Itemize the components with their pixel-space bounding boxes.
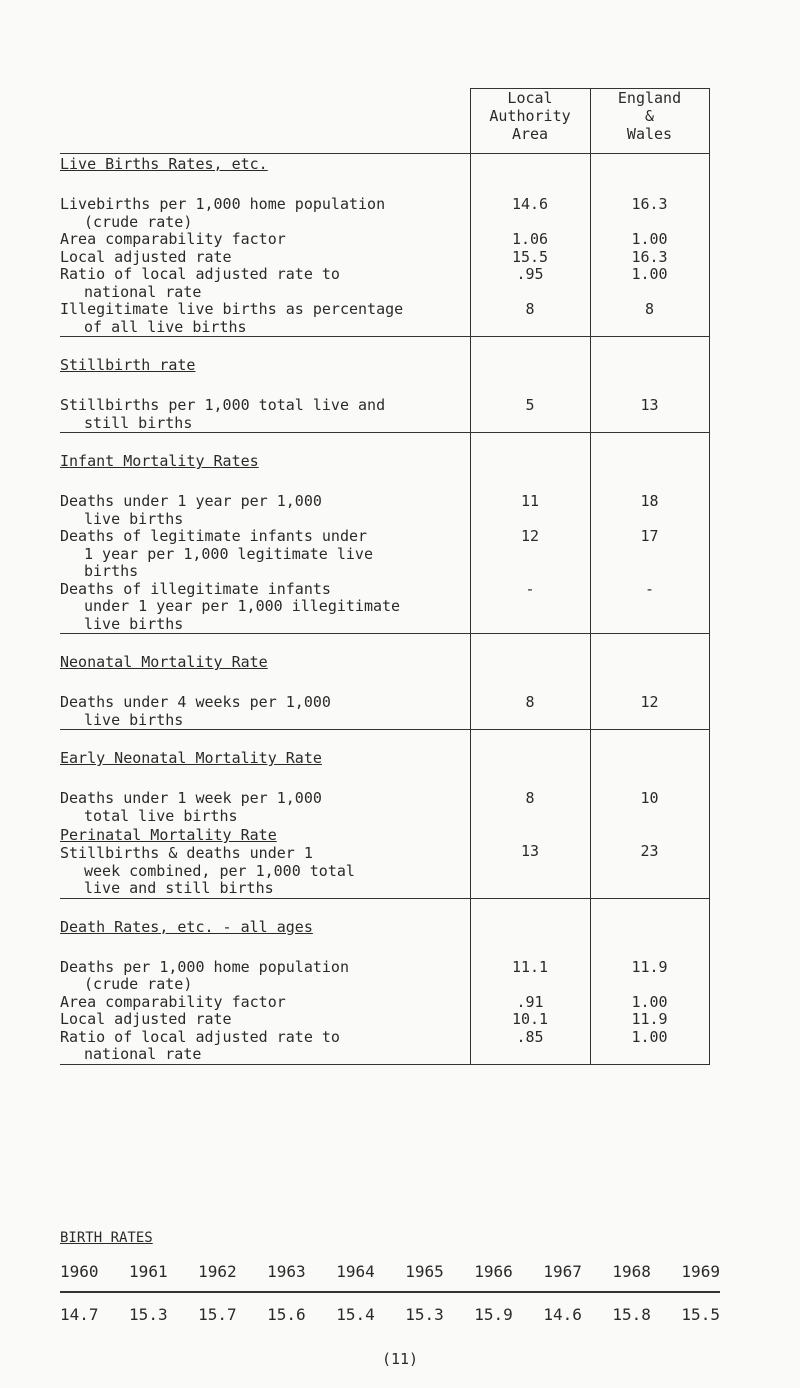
section-subtitle: Perinatal Mortality Rate (60, 826, 277, 844)
row-label: week combined, per 1,000 total (84, 861, 355, 880)
section-title: Neonatal Mortality Rate (60, 653, 268, 671)
birth-year: 1967 (543, 1262, 582, 1281)
row-label: 1 year per 1,000 legitimate live (84, 544, 373, 563)
england-value: 11.9 (631, 957, 668, 976)
section-row (60, 154, 709, 337)
page-number: (11) (381, 1350, 419, 1368)
header-line: Area (511, 125, 549, 143)
section-title: Early Neonatal Mortality Rate (60, 749, 322, 767)
england-value: 16.3 (631, 247, 668, 266)
birth-year: 1963 (267, 1262, 306, 1281)
section-row (60, 337, 709, 433)
birth-rate-value: 15.3 (405, 1305, 444, 1324)
header-line: & (644, 107, 655, 125)
birth-rate-value: 15.7 (198, 1305, 237, 1324)
row-label: total live births (84, 806, 238, 825)
row-label: Deaths of illegitimate infants (60, 579, 331, 598)
row-label: Stillbirths & deaths under 1 (60, 844, 313, 862)
row-label: live births (84, 710, 184, 729)
england-value: 16.3 (631, 195, 668, 213)
birth-year: 1961 (129, 1262, 168, 1281)
birth-rate-value: 14.6 (543, 1305, 582, 1324)
local-value: .85 (516, 1027, 544, 1046)
row-label: Ratio of local adjusted rate to (60, 1027, 340, 1046)
england-cell (590, 634, 709, 730)
england-value: 8 (644, 300, 655, 318)
england-value: 10 (640, 789, 659, 807)
section-title: Infant Mortality Rates (60, 452, 259, 470)
row-label: still births (84, 413, 193, 432)
row-label: Ratio of local adjusted rate to (60, 265, 340, 283)
row-label: Livebirths per 1,000 home population (60, 195, 386, 213)
local-value: 1.06 (511, 230, 549, 248)
england-value: 1.00 (631, 230, 668, 248)
england-value: 1.00 (631, 265, 668, 283)
section-label-cell (60, 634, 470, 730)
row-label: births (84, 562, 139, 580)
birth-year: 1964 (336, 1262, 375, 1281)
section-title: Death Rates, etc. - all ages (60, 917, 313, 936)
row-label: (crude rate) (84, 212, 193, 231)
row-label: Deaths of legitimate infants under (60, 527, 368, 545)
birth-rates-values (60, 1305, 720, 1324)
england-value: 23 (640, 841, 659, 860)
section-row (60, 634, 709, 730)
section-label-cell (60, 898, 470, 1064)
section-label-cell (60, 433, 470, 634)
row-label: Area comparability factor (60, 230, 286, 248)
row-label: live and still births (84, 879, 274, 897)
local-value: 8 (525, 300, 535, 318)
local-value: 12 (520, 527, 540, 545)
row-label: Illegitimate live births as percentage (60, 300, 404, 318)
local-value: 8 (525, 789, 535, 807)
local-value: 10.1 (511, 1010, 549, 1028)
header-line: England (617, 89, 682, 107)
england-cell (590, 730, 709, 899)
local-value: 14.6 (511, 195, 549, 213)
local-cell (470, 154, 590, 337)
section-label-cell (60, 337, 470, 433)
row-label: Area comparability factor (60, 992, 286, 1011)
row-label: national rate (84, 282, 202, 301)
birth-rates-years (60, 1262, 720, 1293)
birth-rate-value: 15.4 (336, 1305, 375, 1324)
local-value: 15.5 (511, 247, 549, 266)
england-cell (590, 898, 709, 1064)
section-title: Stillbirth rate (60, 356, 196, 374)
section-row (60, 898, 709, 1064)
local-value: - (525, 579, 535, 598)
row-label: Local adjusted rate (60, 247, 232, 266)
england-value: 12 (640, 693, 659, 711)
birth-rate-value: 15.9 (474, 1305, 513, 1324)
birth-year: 1960 (60, 1262, 99, 1281)
birth-rate-value: 14.7 (60, 1305, 99, 1324)
local-value: 11.1 (511, 957, 549, 976)
local-value: 13 (520, 841, 540, 860)
local-cell (470, 730, 590, 899)
birth-year: 1969 (681, 1262, 720, 1281)
row-label: Deaths per 1,000 home population (60, 957, 349, 976)
row-label: (crude rate) (84, 975, 193, 993)
birth-year: 1966 (474, 1262, 513, 1281)
local-value: .91 (516, 992, 544, 1011)
england-value: 13 (640, 396, 659, 414)
local-cell (470, 634, 590, 730)
section-label-cell (60, 154, 470, 337)
local-cell (470, 337, 590, 433)
england-value: 17 (640, 527, 659, 545)
birth-rate-value: 15.3 (129, 1305, 168, 1324)
birth-rate-value: 15.6 (267, 1305, 306, 1324)
section-row (60, 433, 709, 634)
england-cell (590, 433, 709, 634)
local-value: 11 (520, 492, 540, 510)
section-label-cell (60, 730, 470, 899)
birth-rates-block (60, 1230, 720, 1324)
row-label: Deaths under 4 weeks per 1,000 (60, 693, 331, 711)
section-row (60, 730, 709, 899)
local-value: 8 (525, 693, 535, 711)
birth-rate-value: 15.5 (681, 1305, 720, 1324)
statistics-table (60, 88, 710, 1065)
header-line: Authority (489, 107, 571, 125)
header-row (60, 89, 709, 154)
header-line: Wales (626, 125, 673, 143)
section-title: Live Births Rates, etc. (60, 155, 268, 173)
england-cell (590, 154, 709, 337)
row-label: Deaths under 1 year per 1,000 (60, 492, 322, 510)
local-cell (470, 898, 590, 1064)
birth-year: 1962 (198, 1262, 237, 1281)
row-label: of all live births (84, 317, 247, 336)
local-cell (470, 433, 590, 634)
england-value: 18 (640, 492, 659, 510)
england-value: 1.00 (631, 1027, 668, 1046)
birth-rate-value: 15.8 (612, 1305, 651, 1324)
header-england-wales (590, 89, 709, 154)
england-value: 1.00 (631, 992, 668, 1011)
birth-rates-title: BIRTH RATES (60, 1230, 153, 1246)
row-label: Stillbirths per 1,000 total live and (60, 396, 386, 414)
row-label: Deaths under 1 week per 1,000 (60, 789, 322, 807)
row-label: Local adjusted rate (60, 1010, 232, 1028)
birth-year: 1968 (612, 1262, 651, 1281)
england-value: - (644, 579, 655, 598)
row-label: live births (84, 614, 184, 633)
local-value: 5 (525, 396, 535, 414)
england-value: 11.9 (631, 1010, 668, 1028)
row-label: under 1 year per 1,000 illegitimate (84, 597, 401, 615)
england-cell (590, 337, 709, 433)
birth-year: 1965 (405, 1262, 444, 1281)
row-label: live births (84, 509, 184, 528)
row-label: national rate (84, 1045, 202, 1063)
header-line: Local (507, 89, 553, 107)
header-local-authority (470, 89, 590, 154)
header-blank (60, 89, 470, 154)
local-value: .95 (516, 265, 544, 283)
